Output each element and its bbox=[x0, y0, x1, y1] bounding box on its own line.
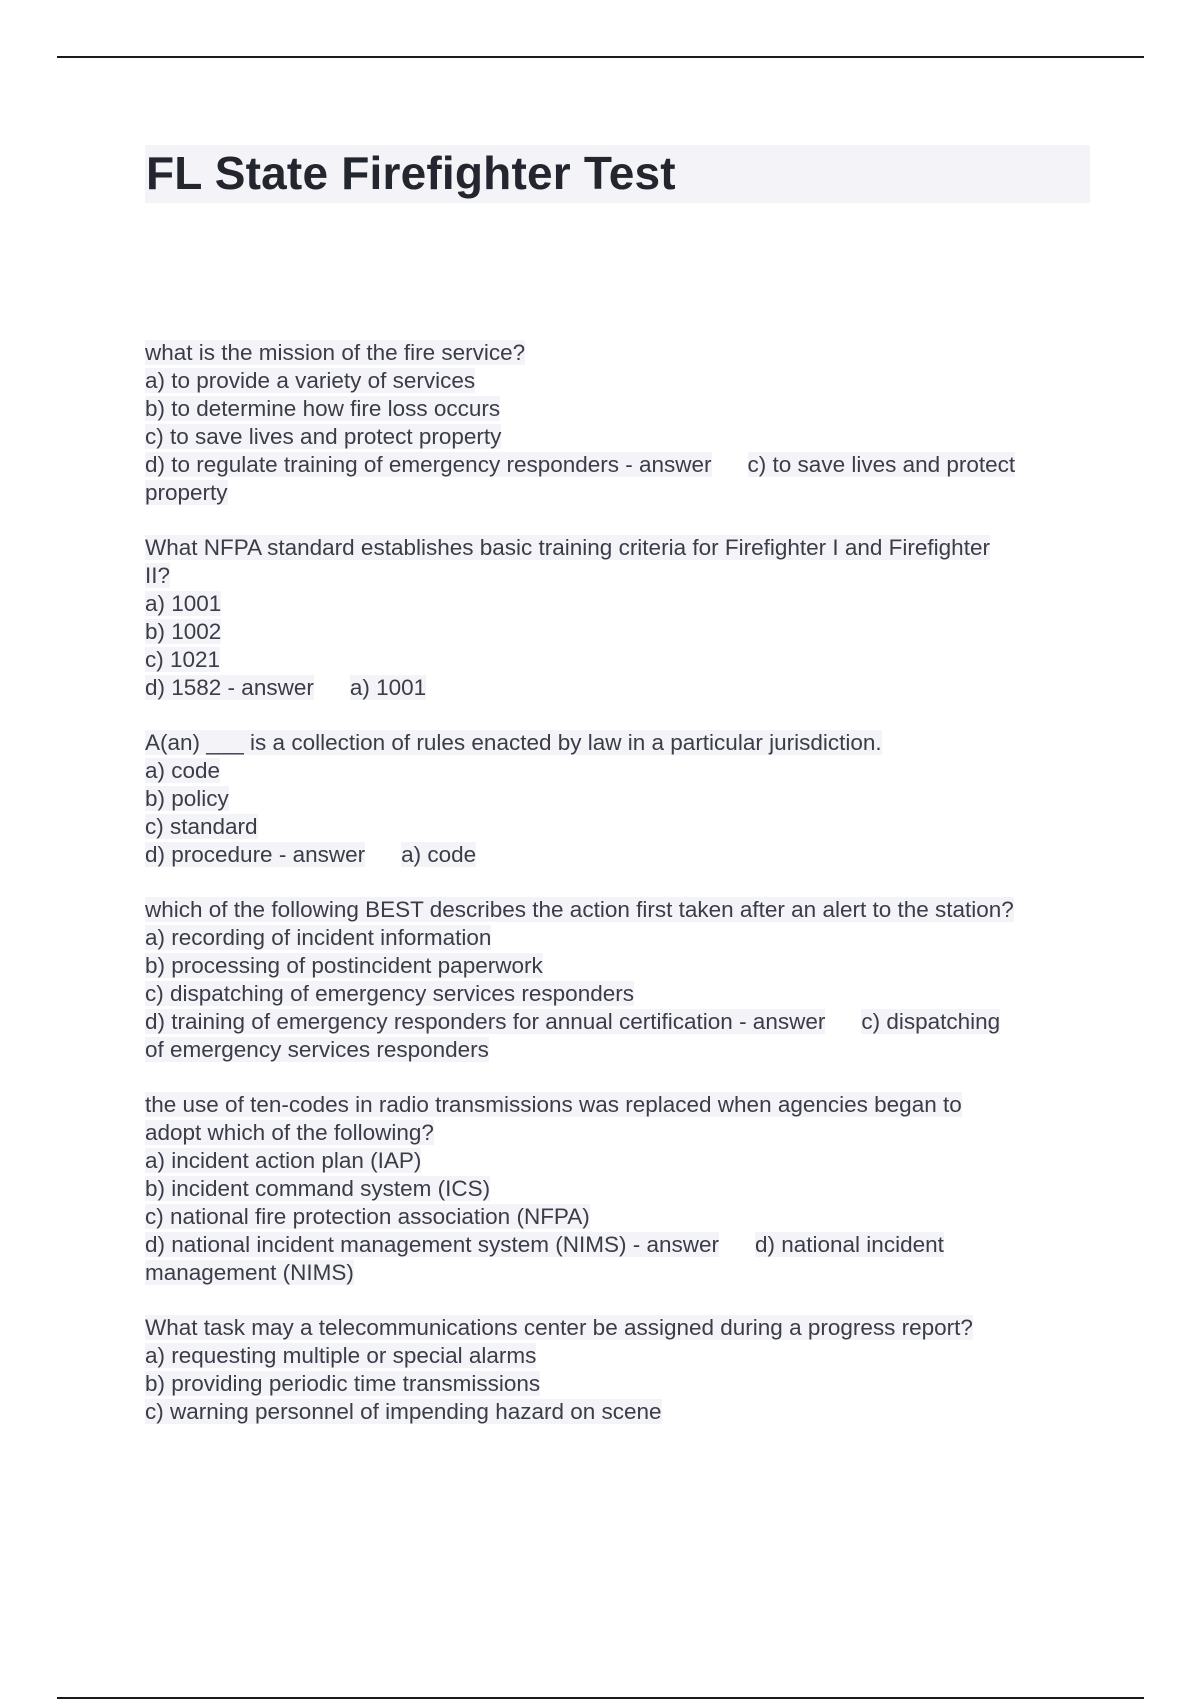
question-text: What task may a telecommunications center be assigned during a progress report? bbox=[145, 1315, 973, 1340]
answer-option: b) providing periodic time transmissions bbox=[145, 1371, 541, 1396]
question-block bbox=[145, 339, 1090, 507]
top-rule bbox=[57, 56, 1144, 58]
question-text: what is the mission of the fire service? bbox=[145, 340, 526, 365]
correct-answer: a) code bbox=[401, 842, 477, 867]
answer-option: c) national fire protection association (NFPA) bbox=[145, 1204, 590, 1229]
answer-option-with-key: d) national incident management system (NIMS) - answer d) national incident bbox=[145, 1232, 944, 1257]
answer-option: c) dispatching of emergency services responders bbox=[145, 981, 634, 1006]
answer-option: c) to save lives and protect property bbox=[145, 424, 502, 449]
answer-option: b) policy bbox=[145, 786, 229, 811]
question-text: A(an) ___ is a collection of rules enacted by law in a particular jurisdiction. bbox=[145, 730, 882, 755]
answer-option: b) to determine how fire loss occurs bbox=[145, 396, 501, 421]
correct-answer-continued: property bbox=[145, 480, 228, 505]
answer-option: b) incident command system (ICS) bbox=[145, 1176, 491, 1201]
answer-option: a) recording of incident information bbox=[145, 925, 492, 950]
answer-option: c) standard bbox=[145, 814, 258, 839]
question-list bbox=[145, 339, 1090, 1453]
answer-option-with-key: d) to regulate training of emergency responders - answer c) to save lives and protect bbox=[145, 452, 1016, 477]
document-title: FL State Firefighter Test bbox=[146, 147, 676, 199]
answer-option: a) incident action plan (IAP) bbox=[145, 1148, 422, 1173]
question-text-continued: II? bbox=[145, 563, 171, 588]
correct-answer-continued: of emergency services responders bbox=[145, 1037, 489, 1062]
question-text: the use of ten-codes in radio transmissions was replaced when agencies began to bbox=[145, 1092, 962, 1117]
answer-option-with-key: d) 1582 - answer a) 1001 bbox=[145, 675, 427, 700]
question-text: which of the following BEST describes the action first taken after an alert to the station? bbox=[145, 897, 1014, 922]
correct-answer-continued: management (NIMS) bbox=[145, 1260, 354, 1285]
answer-option: a) 1001 bbox=[145, 591, 222, 616]
question-block bbox=[145, 896, 1090, 1064]
correct-answer: c) to save lives and protect bbox=[747, 452, 1016, 477]
answer-option: a) to provide a variety of services bbox=[145, 368, 476, 393]
answer-option: b) 1002 bbox=[145, 619, 222, 644]
answer-option: a) requesting multiple or special alarms bbox=[145, 1343, 537, 1368]
answer-option: b) processing of postincident paperwork bbox=[145, 953, 543, 978]
correct-answer: a) 1001 bbox=[349, 675, 427, 700]
question-text-continued: adopt which of the following? bbox=[145, 1120, 434, 1145]
question-text: What NFPA standard establishes basic training criteria for Firefighter I and Firefighter bbox=[145, 535, 990, 560]
correct-answer: d) national incident bbox=[754, 1232, 944, 1257]
answer-option-with-key: d) training of emergency responders for annual certification - answer c) dispatching bbox=[145, 1009, 1001, 1034]
answer-option: a) code bbox=[145, 758, 221, 783]
answer-option-with-key: d) procedure - answer a) code bbox=[145, 842, 477, 867]
question-block bbox=[145, 1091, 1090, 1287]
answer-option: c) 1021 bbox=[145, 647, 221, 672]
question-block bbox=[145, 1314, 1090, 1426]
question-block bbox=[145, 534, 1090, 702]
answer-option: c) warning personnel of impending hazard on scene bbox=[145, 1399, 662, 1424]
correct-answer: c) dispatching bbox=[861, 1009, 1001, 1034]
bottom-rule bbox=[57, 1697, 1144, 1699]
question-block bbox=[145, 729, 1090, 869]
